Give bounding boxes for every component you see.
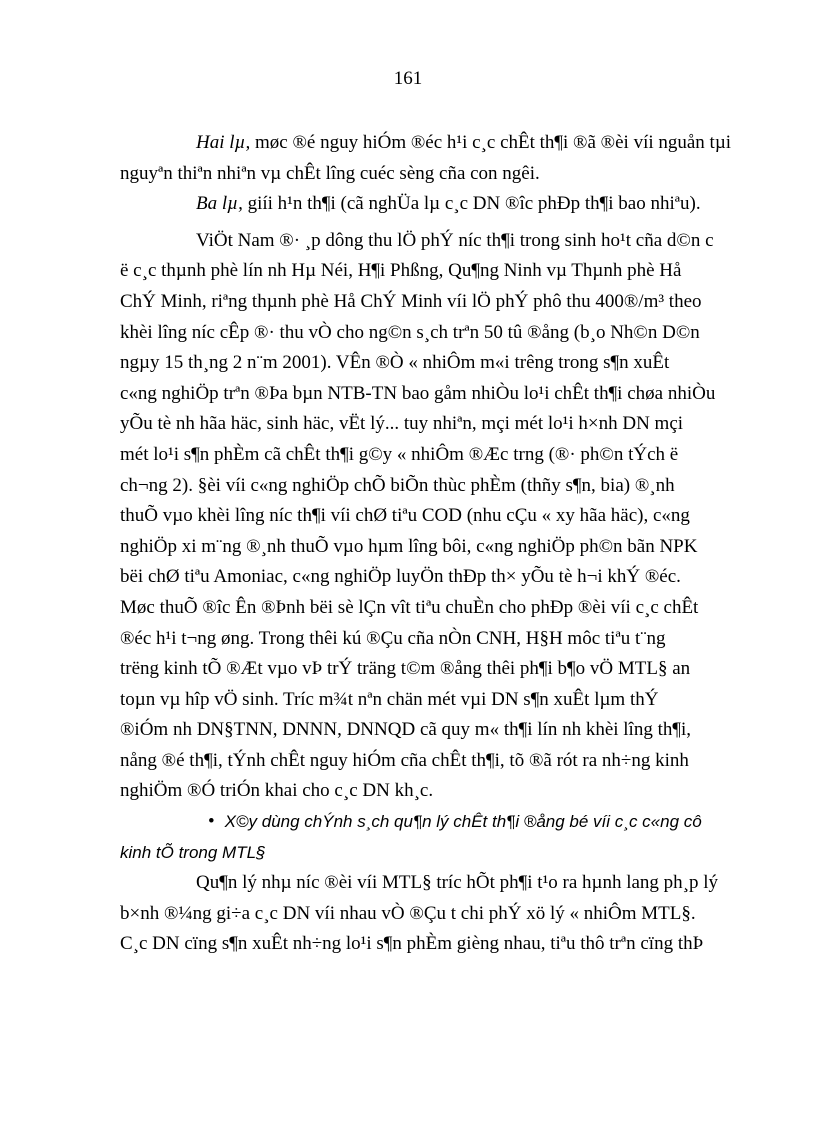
text-line: ch¬ng 2). §èi víi c«ng nghiÖp chÕ biÕn thùc phÈm (thñy s¶n, bia) ®¸nh [120, 474, 675, 496]
lead-italic: Hai lµ, [196, 132, 251, 153]
text-line: thuÕ vµo khèi lîng níc th¶i víi chØ tiªu COD (nhu cÇu « xy hãa häc), c«ng [120, 505, 690, 527]
text-line: nång ®é th¶i, tÝnh chÊt nguy hiÓm cña chÊt th¶i, tõ ®ã rót ra nh÷ng kinh [120, 749, 689, 771]
page-number: 161 [393, 68, 423, 89]
bullet-heading-text: X©y dùng chÝnh s¸ch qu¶n lý chÊt th¶i ®ång bé víi c¸c c«ng cô [224, 812, 702, 832]
bullet-heading [196, 807, 768, 838]
text-line: nguyªn thiªn nhiªn vµ chÊt lîng cuéc sèng cña con ngêi. [120, 162, 540, 184]
text-line: Qu¶n lý nhµ níc ®èi víi MTL§ tríc hÕt ph¶i t¹o ra hµnh lang ph¸p lý [196, 872, 719, 894]
text-line: yÕu tè nh hãa häc, sinh häc, vËt lý... tuy nhiªn, mçi mét lo¹i h×nh DN mçi [120, 413, 684, 435]
text-line: nghiÖm ®Ó triÓn khai cho c¸c DN kh¸c. [120, 780, 434, 802]
bullet-icon: • [208, 811, 215, 833]
text-line: trëng kinh tÕ ®Æt vµo vÞ trÝ träng t©m ®ång thêi ph¶i b¶o vÖ MTL§ an [120, 658, 691, 680]
text-line: nghiÖp xi m¨ng ®¸nh thuÕ vµo hµm lîng bôi, c«ng nghiÖp ph©n bãn NPK [120, 535, 698, 557]
bullet-heading-text-2: kinh tÕ trong MTL§ [120, 842, 266, 862]
text-line: mét lo¹i s¶n phÈm cã chÊt th¶i g©y « nhiÔm ®Æc trng (®· ph©n tÝch ë [120, 443, 679, 465]
text-line: c«ng nghiÖp trªn ®Þa bµn NTB-TN bao gåm nhiÒu lo¹i chÊt th¶i chøa nhiÒu [120, 382, 716, 404]
lead-italic: Ba lµ, [196, 193, 243, 215]
text-line: ChÝ Minh, riªng thµnh phè Hå ChÝ Minh víi lÖ phÝ phô thu 400®/m³ theo [120, 290, 702, 312]
text-line: b×nh ®¼ng gi÷a c¸c DN víi nhau vÒ ®Çu t chi phÝ xö lý « nhiÔm MTL§. [120, 902, 696, 924]
page-body [120, 128, 768, 960]
text-line: khèi lîng níc cÊp ®· thu vÒ cho ng©n s¸ch trªn 50 tû ®ång (b¸o Nh©n D©n [120, 321, 700, 343]
text-line: Hai lµ, møc ®é nguy hiÓm ®éc h¹i c¸c chÊt th¶i ®ã ®èi víi nguån tµi [196, 132, 732, 153]
text-line: bëi chØ tiªu Amoniac, c«ng nghiÖp luyÖn thÐp th× yÕu tè h¬i khÝ ®éc. [120, 566, 681, 588]
text-line: toµn vµ hîp vÖ sinh. Tríc m¾t nªn chän mét vµi DN s¶n xuÊt lµm thÝ [120, 688, 659, 710]
text-line: ®iÓm nh DN§TNN, DNNN, DNNQD cã quy m« th¶i lín nh khèi lîng th¶i, [120, 719, 692, 741]
text-line: ë c¸c thµnh phè lín nh Hµ Néi, H¶i Phßng, Qu¶ng Ninh vµ Thµnh phè Hå [120, 260, 682, 282]
text-line: ®éc h¹i t¬ng øng. Trong thêi kú ®Çu cña nÒn CNH, H§H môc tiªu t¨ng [120, 627, 666, 649]
text-line: Ba lµ, giíi h¹n th¶i (cã nghÜa lµ c¸c DN ®îc phÐp th¶i bao nhiªu). [196, 193, 701, 215]
text-line: ViÖt Nam ®· ¸p dông thu lÖ phÝ níc th¶i trong sinh ho¹t cña d©n c [196, 229, 714, 251]
text-line: Møc thuÕ ®îc Ên ®Þnh bëi sè lÇn vît tiªu chuÈn cho phÐp ®èi víi c¸c chÊt [120, 596, 699, 618]
text-line: C¸c DN cïng s¶n xuÊt nh÷ng lo¹i s¶n phÈm gièng nhau, tiªu thô trªn cïng thÞ [120, 933, 704, 955]
bullet-heading-cont [120, 838, 768, 869]
text-line: ngµy 15 th¸ng 2 n¨m 2001). VÊn ®Ò « nhiÔm m«i trêng trong s¶n xuÊt [120, 352, 670, 374]
